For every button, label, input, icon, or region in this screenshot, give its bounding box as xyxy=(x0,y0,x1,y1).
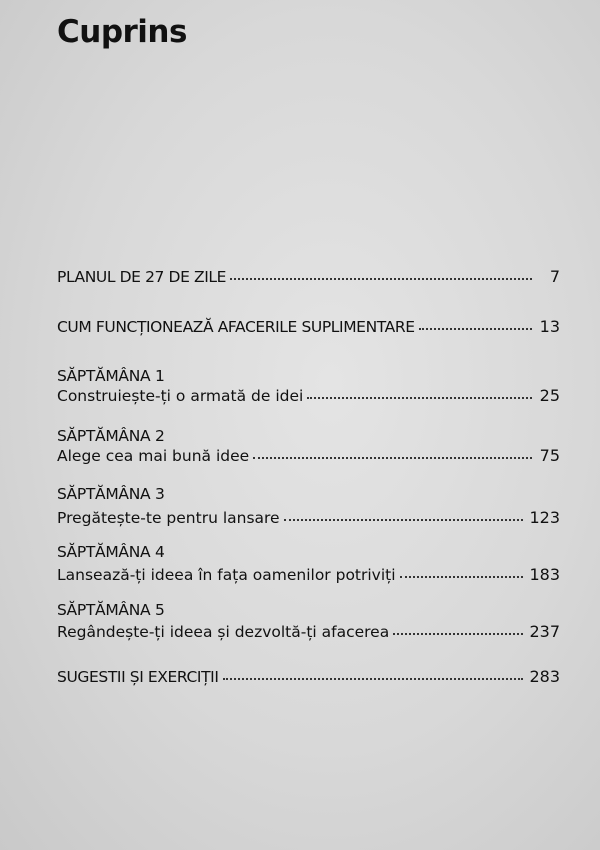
page-title: Cuprins xyxy=(57,14,187,50)
toc-entry-label: Lansează-ți ideea în fața oamenilor potriviți xyxy=(57,566,396,584)
toc-entry-week-2 xyxy=(57,445,560,466)
toc-section-heading-week-3: SĂPTĂMÂNA 3 xyxy=(57,485,165,503)
toc-entry-label: PLANUL DE 27 DE ZILE xyxy=(57,268,227,286)
toc-entry-how-it-works xyxy=(57,316,560,337)
toc-entry-week-1 xyxy=(57,385,560,406)
toc-section-heading-week-2: SĂPTĂMÂNA 2 xyxy=(57,427,165,445)
toc-entry-label: Pregătește-te pentru lansare xyxy=(57,509,280,527)
toc-entry-label: Regândește-ți ideea și dezvoltă-ți afacerea xyxy=(57,623,390,641)
toc-entry-week-4 xyxy=(57,564,560,585)
toc-page-number: 237 xyxy=(529,622,560,641)
toc-page-number: 7 xyxy=(549,267,560,286)
dot-leader xyxy=(223,664,524,680)
toc-section-heading-week-5: SĂPTĂMÂNA 5 xyxy=(57,601,165,619)
dot-leader xyxy=(284,505,524,521)
toc-page-number: 25 xyxy=(539,386,560,405)
toc-section-heading-week-1: SĂPTĂMÂNA 1 xyxy=(57,367,165,385)
toc-entry-label: SUGESTII ȘI EXERCIȚII xyxy=(57,668,219,686)
dot-leader xyxy=(230,264,532,280)
toc-entry-label: Alege cea mai bună idee xyxy=(57,447,250,465)
dot-leader xyxy=(253,443,532,459)
toc-entry-plan xyxy=(57,266,560,287)
toc-page-number: 123 xyxy=(529,508,560,527)
toc-page-number: 75 xyxy=(539,446,560,465)
toc-page-number: 13 xyxy=(539,317,560,336)
dot-leader xyxy=(393,619,523,635)
dot-leader xyxy=(400,562,524,578)
toc-entry-label: CUM FUNCȚIONEAZĂ AFACERILE SUPLIMENTARE xyxy=(57,318,415,336)
toc-entry-suggestions xyxy=(57,666,560,687)
toc-section-heading-week-4: SĂPTĂMÂNA 4 xyxy=(57,543,165,561)
toc-page-number: 183 xyxy=(529,565,560,584)
dot-leader xyxy=(419,314,532,330)
dot-leader xyxy=(307,383,532,399)
toc-entry-label: Construiește-ți o armată de idei xyxy=(57,387,304,405)
toc-entry-week-5 xyxy=(57,621,560,642)
toc-page-number: 283 xyxy=(529,667,560,686)
toc-entry-week-3 xyxy=(57,507,560,528)
